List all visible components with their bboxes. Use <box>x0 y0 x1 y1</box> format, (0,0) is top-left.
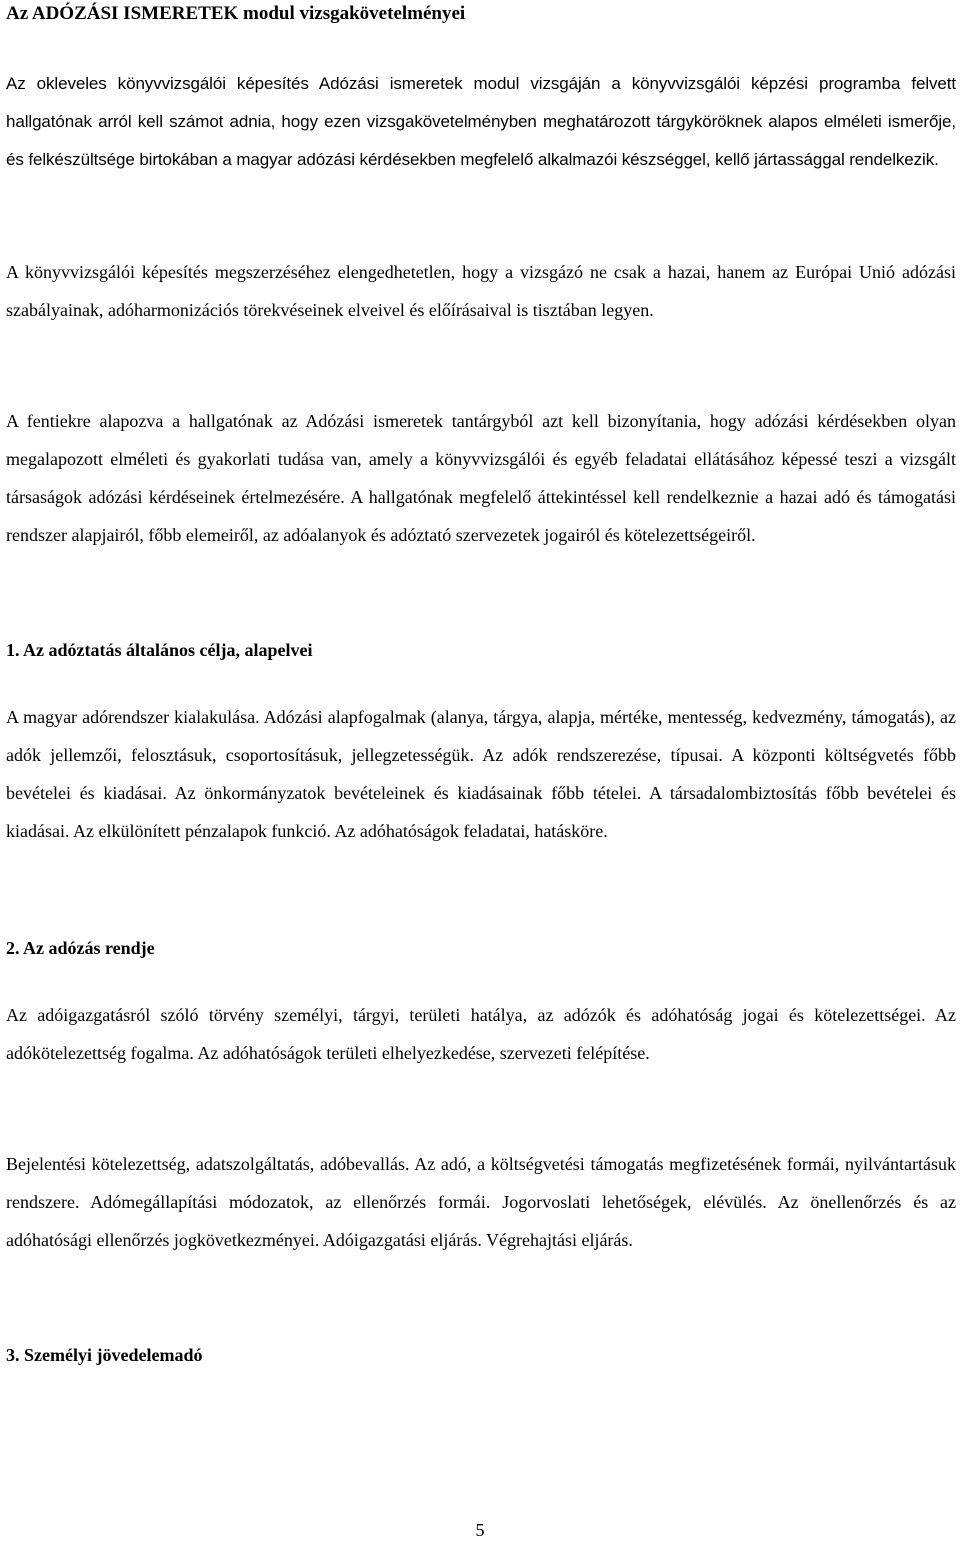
page-number: 5 <box>475 1520 485 1540</box>
section-2-heading: 2. Az adózás rendje <box>6 938 155 958</box>
section-3-heading: 3. Személyi jövedelemadó <box>6 1345 203 1365</box>
document-title: Az ADÓZÁSI ISMERETEK modul vizsgakövetelményei <box>6 3 466 24</box>
intro-paragraph: Az okleveles könyvvizsgálói képesítés Adózási ismeretek modul vizsgáján a könyvvizsgálói képzési programba felvett hallgatónak arról kell számot adnia, hogy ezen vizsgakövetelményben meghatározott tárgyköröknek alapos elméleti ismerője, és felkészültsége birtokában a magyar adózási kérdésekben megfelelő alkalmazói készséggel, kellő jártassággal rendelkezik. <box>6 74 956 169</box>
paragraph-eu-rules: A könyvvizsgálói képesítés megszerzéséhez elengedhetetlen, hogy a vizsgázó ne csak a hazai, hanem az Európai Unió adózási szabályainak, adóharmonizációs törekvéseinek elveivel és előírásaival is tisztában legyen. <box>6 262 956 320</box>
section-2-paragraph-2: Bejelentési kötelezettség, adatszolgáltatás, adóbevallás. Az adó, a költségvetési támogatás megfizetésének formái, nyilvántartásuk rendszere. Adómegállapítási módozatok, az ellenőrzés formái. Jogorvoslati lehetőségek, elévülés. Az önellenőrzés és az adóhatósági ellenőrzés jogkövetkezményei. Adóigazgatási eljárás. Végrehajtási eljárás. <box>6 1154 956 1250</box>
section-2-paragraph-1: Az adóigazgatásról szóló törvény személyi, tárgyi, területi hatálya, az adózók és adóhatóság jogai és kötelezettségei. Az adókötelezettség fogalma. Az adóhatóságok területi elhelyezkedése, szervezeti felépítése. <box>6 1005 956 1063</box>
section-1-heading: 1. Az adóztatás általános célja, alapelvei <box>6 640 313 660</box>
section-1-paragraph: A magyar adórendszer kialakulása. Adózási alapfogalmak (alanya, tárgya, alapja, mértéke, mentesség, kedvezmény, támogatás), az adók jellemzői, felosztásuk, csoportosításuk, jellegzetességük. Az adók rendszerezése, típusai. A központi költségvetés főbb bevételei és kiadásai. Az önkormányzatok bevételeinek és kiadásainak főbb tételei. A társadalombiztosítás főbb bevételei és kiadásai. Az elkülönített pénzalapok funkció. Az adóhatóságok feladatai, hatásköre. <box>6 707 956 841</box>
paragraph-requirements: A fentiekre alapozva a hallgatónak az Adózási ismeretek tantárgyból azt kell bizonyítania, hogy adózási kérdésekben olyan megalapozott elméleti és gyakorlati tudása van, amely a könyvvizsgálói és egyéb feladatai ellátásához képessé teszi a vizsgált társaságok adózási kérdéseinek értelmezésére. A hallgatónak megfelelő áttekintéssel kell rendelkeznie a hazai adó és támogatási rendszer alapjairól, főbb elemeiről, az adóalanyok és adóztató szervezetek jogairól és kötelezettségeiről. <box>6 411 956 545</box>
